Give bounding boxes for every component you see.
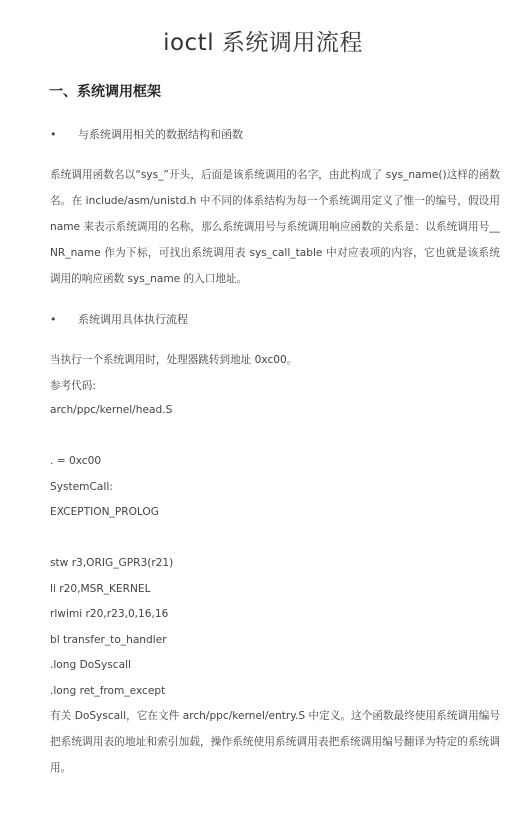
text-line: 当执行一个系统调用时，处理器跳转到地址 0xc00。: [50, 354, 298, 366]
section-heading: 一、系统调用框架: [49, 84, 161, 100]
bullet-text: 系统调用具体执行流程: [78, 313, 188, 326]
bullet-item: [50, 126, 243, 142]
bullet-dot-icon: •: [50, 128, 57, 141]
code-line: .long ret_from_except: [50, 685, 166, 697]
text-line: arch/ppc/kernel/head.S: [50, 404, 173, 416]
code-line: li r20,MSR_KERNEL: [50, 583, 151, 595]
bullet-dot-icon: •: [50, 313, 57, 326]
text-line: 参考代码:: [50, 380, 96, 392]
code-line: EXCEPTION_PROLOG: [50, 506, 159, 518]
page-title: ioctl 系统调用流程: [163, 30, 363, 56]
code-line: SystemCall:: [50, 481, 113, 493]
paragraph-syscall-naming: 系统调用函数名以“sys_”开头，后面是该系统调用的名字，由此构成了 sys_name()这样的函数名。在 include/asm/unistd.h 中不同的体系结构为每一个系统调用定义了惟一的编号，假设用 name 来表示系统调用的名称，那么系统调用号与系统调用响应函数的关系是：以系统调用号__NR_name 作为下标，可找出系统调用表 sys_call_table 中对应表项的内容，它也就是该系统调用的响应函数 sys_name 的入口地址。: [50, 169, 500, 285]
bullet-text: 与系统调用相关的数据结构和函数: [78, 128, 243, 141]
paragraph-dosyscall: 有关 DoSyscall，它在文件 arch/ppc/kernel/entry.S 中定义。这个函数最终使用系统调用编号把系统调用表的地址和索引加载，操作系统使用系统调用表把系统调用编号翻译为特定的系统调用。: [50, 710, 500, 774]
code-line: stw r3,ORIG_GPR3(r21): [50, 557, 174, 569]
code-line: rlwimi r20,r23,0,16,16: [50, 608, 169, 620]
code-line: bl transfer_to_handler: [50, 634, 167, 646]
code-line: . = 0xc00: [50, 455, 102, 467]
bullet-item: [50, 311, 188, 327]
code-line: .long DoSyscall: [50, 659, 131, 671]
